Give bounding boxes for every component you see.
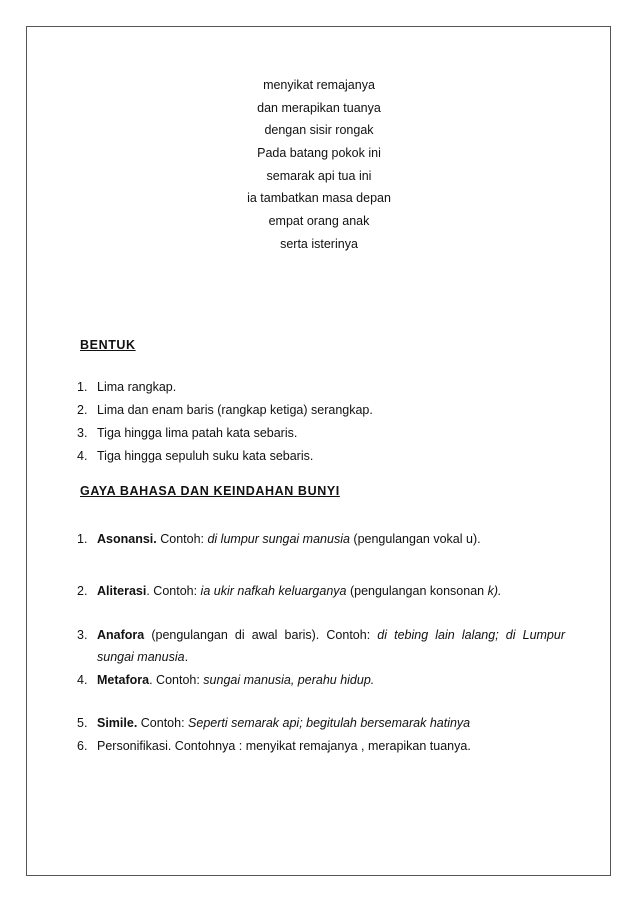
poem-line: empat orang anak: [268, 214, 370, 229]
poem-stanza: [0, 74, 638, 256]
item-text: [97, 580, 565, 602]
item-number: 2.: [77, 584, 88, 598]
item-number: 1.: [77, 532, 88, 546]
item-pre: Contoh:: [156, 532, 208, 546]
item-post: (pengulangan vokal u).: [349, 532, 481, 546]
item-text: Personifikasi. Contohnya : menyikat remajanya , merapikan tuanya.: [97, 739, 471, 753]
item-term: Simile.: [97, 716, 138, 730]
item-text: Tiga hingga lima patah kata sebaris.: [97, 426, 298, 440]
item-example-line2: sungai manusia: [97, 650, 185, 664]
item-example: ia ukir nafkah keluarganya: [200, 584, 347, 598]
item-text: Lima rangkap.: [97, 380, 177, 394]
item-number: 1.: [77, 380, 88, 394]
item-post: .: [184, 650, 189, 664]
item-text: [97, 712, 565, 734]
bentuk-heading: BENTUK: [80, 338, 136, 352]
item-example: di tebing lain lalang; di Lumpur: [377, 628, 565, 642]
gaya-heading: GAYA BAHASA DAN KEINDAHAN BUNYI: [80, 484, 340, 498]
item-term: Asonansi.: [97, 532, 157, 546]
poem-line: semarak api tua ini: [266, 168, 372, 183]
item-term: Metafora: [97, 673, 150, 687]
poem-line: menyikat remajanya: [263, 78, 375, 92]
item-example: Seperti semarak api; begitulah bersemarak hatinya: [188, 716, 471, 730]
item-number: 4.: [77, 449, 88, 463]
item-term: Aliterasi: [97, 584, 147, 598]
item-text: [97, 528, 565, 550]
item-pre: . Contoh:: [146, 584, 201, 598]
item-number: 3.: [77, 628, 88, 642]
item-number: 6.: [77, 739, 88, 753]
item-term: Anafora: [97, 628, 145, 642]
item-pre: Contoh:: [137, 716, 189, 730]
poem-line: dengan sisir rongak: [264, 123, 374, 138]
item-text: [97, 669, 565, 691]
item-text: Lima dan enam baris (rangkap ketiga) serangkap.: [97, 403, 373, 417]
item-example: di lumpur sungai manusia: [207, 532, 350, 546]
poem-line: ia tambatkan masa depan: [247, 191, 391, 206]
item-pre: (pengulangan di awal baris). Contoh:: [144, 628, 378, 642]
item-text: [97, 624, 565, 646]
item-post-italic: k).: [487, 584, 502, 598]
item-number: 2.: [77, 403, 88, 417]
item-post: (pengulangan konsonan: [346, 584, 488, 598]
item-number: 5.: [77, 716, 88, 730]
item-number: 3.: [77, 426, 88, 440]
poem-line: serta isterinya: [280, 236, 358, 251]
item-example: sungai manusia, perahu hidup.: [203, 673, 375, 687]
item-text: Tiga hingga sepuluh suku kata sebaris.: [97, 449, 314, 463]
item-text: [97, 646, 565, 668]
poem-line: dan merapikan tuanya: [257, 100, 381, 115]
poem-line: Pada batang pokok ini: [257, 146, 381, 161]
item-pre: . Contoh:: [149, 673, 204, 687]
item-number: 4.: [77, 673, 88, 687]
